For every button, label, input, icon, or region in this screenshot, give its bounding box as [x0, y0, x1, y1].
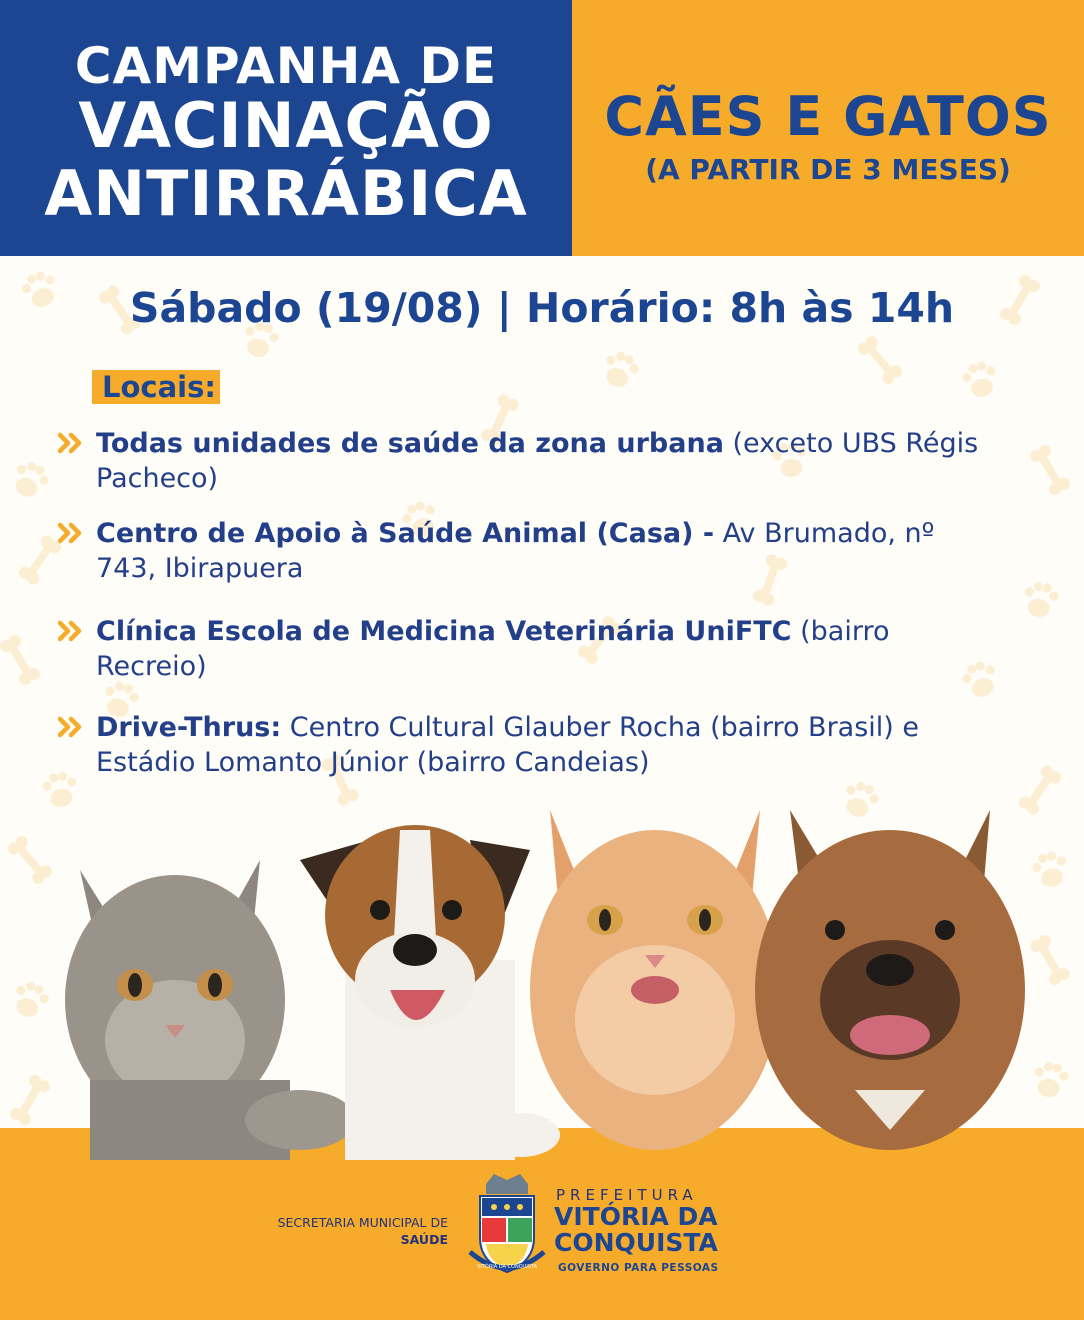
chevron-double-right-icon: [58, 710, 84, 744]
chevron-double-right-icon: [58, 614, 84, 648]
location-name: Clínica Escola de Medicina Veterinária UniFTC: [96, 616, 792, 647]
title-line-2: VACINAÇÃO: [78, 89, 494, 162]
french-bulldog: [755, 810, 1025, 1150]
title-panel: [0, 0, 572, 256]
secretaria-line-2-bold: SAÚDE: [400, 1232, 448, 1247]
location-name: Drive-Thrus:: [96, 712, 282, 743]
location-detail: Av Brumado, nº 743, Ibirapuera: [96, 518, 935, 584]
location-text: [96, 426, 996, 496]
slogan: GOVERNO PARA PESSOAS: [558, 1262, 719, 1274]
secretaria-line-2: [278, 1231, 448, 1248]
location-name: Todas unidades de saúde da zona urbana: [96, 428, 724, 459]
location-name: Centro de Apoio à Saúde Animal (Casa) -: [96, 518, 715, 549]
location-detail: (bairro Recreio): [96, 616, 890, 682]
city-name-line-2: CONQUISTA: [554, 1228, 718, 1257]
ginger-kitten: [530, 810, 780, 1150]
coat-of-arms: [464, 1172, 550, 1280]
secretaria-line-1: SECRETARIA MUNICIPAL DE: [277, 1215, 448, 1230]
crest-text: VITÓRIA DA CONQUISTA: [476, 1264, 538, 1270]
location-detail: (exceto UBS Régis Pacheco): [96, 428, 979, 494]
locations-heading: Locais:: [92, 370, 220, 404]
gray-cat: [65, 860, 355, 1160]
title-line-1: CAMPANHA DE: [74, 37, 498, 95]
chevron-double-right-icon: [58, 426, 84, 460]
location-text: [96, 710, 996, 780]
pets-illustration: [60, 790, 1040, 1160]
age-note: (A PARTIR DE 3 MESES): [645, 153, 1011, 186]
city-name-line-1: VITÓRIA DA: [554, 1202, 718, 1231]
schedule-line: Sábado (19/08) | Horário: 8h às 14h: [129, 284, 955, 332]
location-text: [96, 516, 996, 586]
species-label: CÃES E GATOS: [604, 85, 1052, 148]
chevron-double-right-icon: [58, 516, 84, 550]
location-text: [96, 614, 996, 684]
location-detail: Centro Cultural Glauber Rocha (bairro Brasil) e Estádio Lomanto Júnior (bairro Candeias): [96, 712, 920, 778]
header: [0, 0, 1084, 256]
title-line-3: ANTIRRÁBICA: [44, 157, 528, 230]
secretaria-label: [278, 1214, 448, 1248]
prefeitura-label: PREFEITURA: [556, 1186, 698, 1204]
